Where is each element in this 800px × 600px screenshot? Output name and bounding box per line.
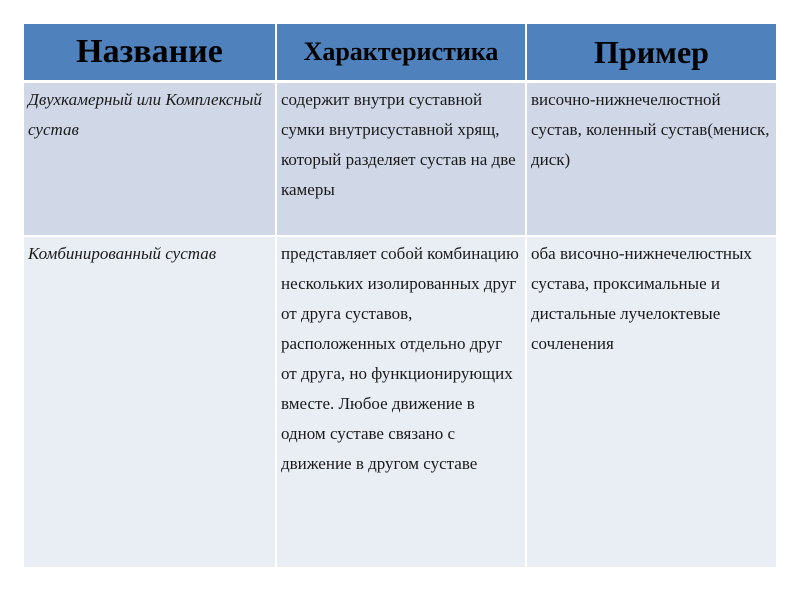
table-row	[24, 236, 776, 567]
row-characteristic: представляет собой комбинацию нескольких изолированных друг от друга суставов, расположенных отдельно друг от друга, но функционирующих вместе. Любое движение в одном суставе связано с движение в другом суставе	[276, 236, 526, 567]
header-characteristic: Характеристика	[276, 24, 526, 82]
header-name: Название	[24, 24, 276, 82]
table-header-row	[24, 24, 776, 82]
row-example: оба височно-нижнечелюстных сустава, проксимальные и дистальные лучелоктевые сочленения	[526, 236, 776, 567]
joints-table	[24, 24, 776, 567]
table-row	[24, 82, 776, 237]
row-name: Двухкамерный или Комплексный сустав	[24, 82, 276, 237]
row-characteristic: содержит внутри суставной сумки внутрисуставной хрящ, который разделяет сустав на две камеры	[276, 82, 526, 237]
row-name: Комбинированный сустав	[24, 236, 276, 567]
header-example: Пример	[526, 24, 776, 82]
row-example: височно-нижнечелюстной сустав, коленный сустав(мениск, диск)	[526, 82, 776, 237]
